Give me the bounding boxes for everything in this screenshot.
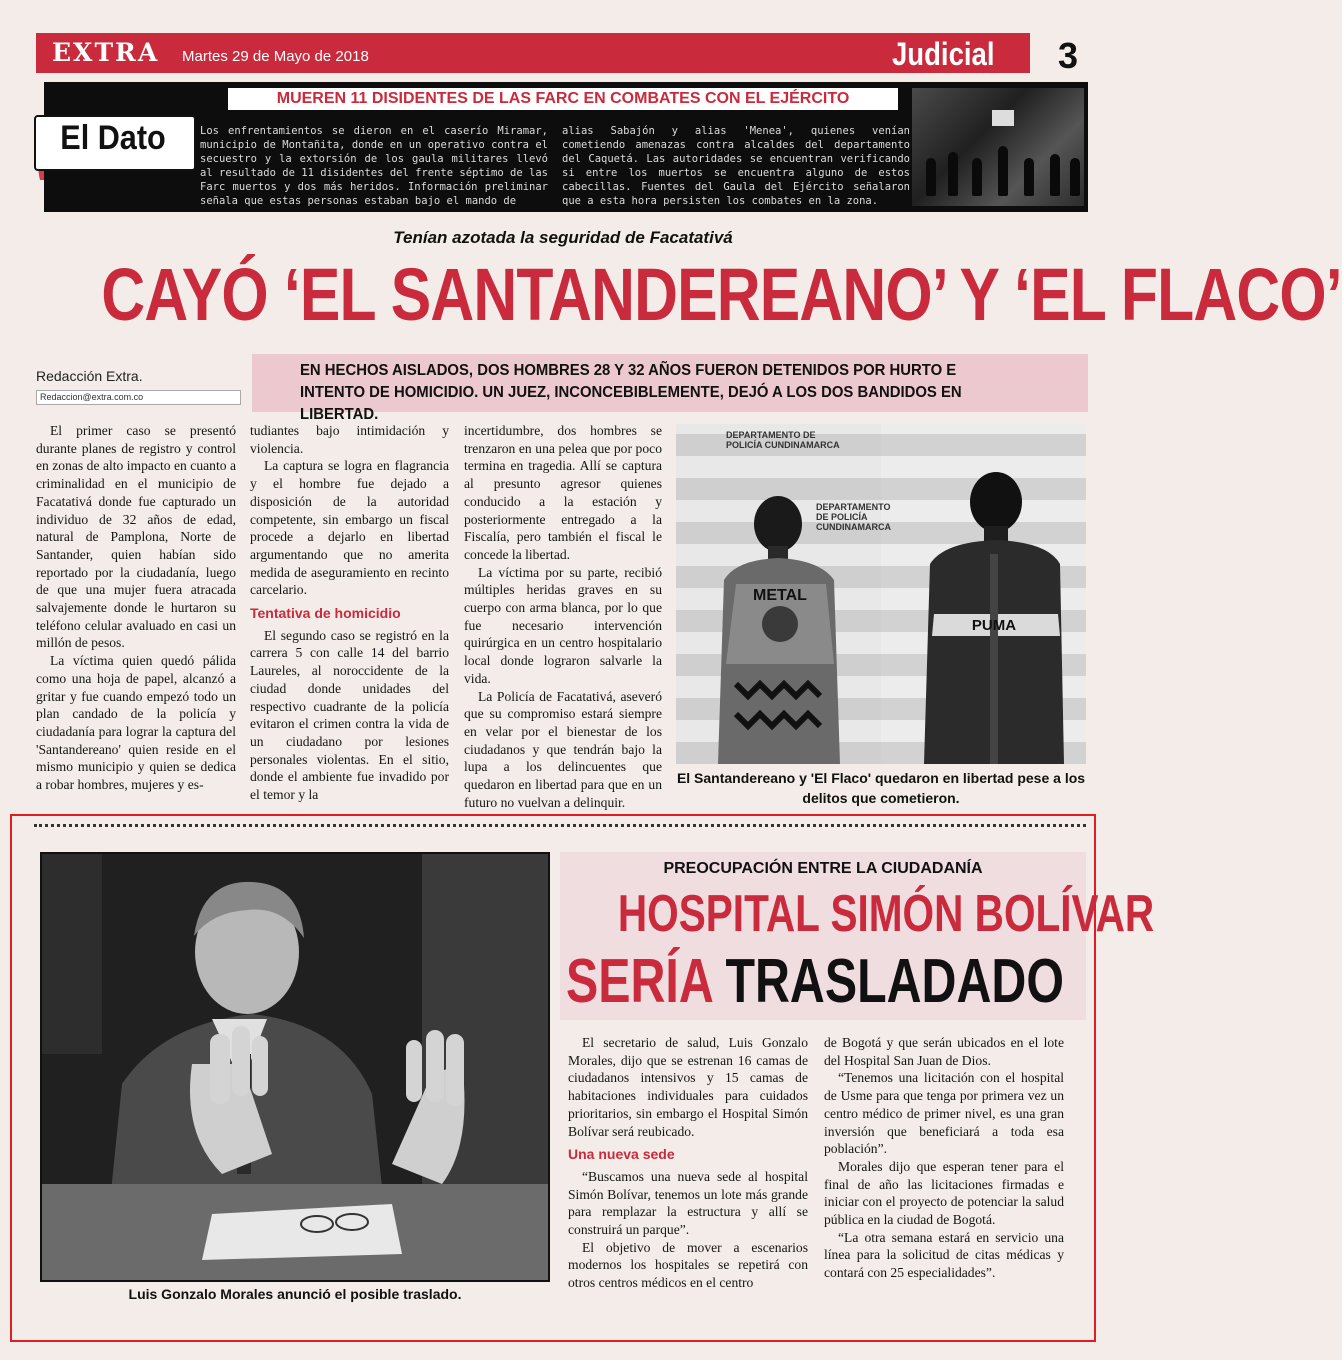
byline-email: Redaccion@extra.com.co [36,390,241,405]
paragraph: “Buscamos una nueva sede al hospital Simón Bolívar, tenemos un lote más grande para remplazar la estructura y allí se construirá un parque”. [568,1168,808,1238]
paragraph: La víctima por su parte, recibió múltiples heridas graves en su cuerpo con arma blanca, por lo que fue necesario intervención quirúrgica en un centro hospitalario local donde lograron salvarle la vida. [464,564,662,686]
morales-caption: Luis Gonzalo Morales anunció el posible traslado. [128,1286,462,1302]
photo-backdrop-text: DEPARTAMENTO DE POLICÍA CUNDINAMARCA [816,502,891,532]
subhead-nueva-sede: Una nueva sede [568,1146,675,1163]
el-dato-headline: MUEREN 11 DISIDENTES DE LAS FARC EN COMBATES CON EL EJÉRCITO [228,88,898,110]
newspaper-logo: EXTRA [52,38,160,67]
hospital-column-1 [568,1034,808,1292]
paragraph: El secretario de salud, Luis Gonzalo Morales, dijo que se estrenan 16 camas de ciudadanos intensivos y 15 camas de habitaciones individuales para cuidados prioritarios, sin embargo el Hospital Simón Bolívar será reubicado. [568,1035,808,1139]
hospital-headline-line1: HOSPITAL SIMÓN BOLÍVAR [617,885,1155,943]
paragraph: La captura se logra en flagrancia y el hombre fue dejado a disposición de la autoridad competente, sin embargo un fiscal procede a dejarlo en libertad argumentando que no amerita medida de aseguramiento en recinto carcelario. [250,458,449,598]
hospital-column-2 [824,1034,1064,1282]
main-headline: CAYÓ ‘EL SANTANDEREANO’ Y ‘EL FLACO’ [101,253,1342,336]
mugshot-photo [676,424,1086,764]
main-column-1 [36,422,236,794]
issue-date: Martes 29 de Mayo de 2018 [182,48,369,65]
jacket-text: PUMA [971,617,1017,634]
paragraph: La Policía de Facatativá, aseveró que su compromiso estará siempre en velar por el bienestar de los ciudadanos y que tendrán bajo la lupa a los delincuentes que quedaron en libertad para que en un futuro no vuelvan a delinquir. [464,688,662,810]
main-column-2 [250,422,449,804]
el-dato-column-2: alias Sabajón y alias 'Menea', quienes venían cometiendo amenazas contra alcaldes del departamento del Caquetá. Las autoridades se encuentran verificando si entre los muertos se encuentra alguno de estos cabecillas. Fuentes del Gaula del Ejército señalaron que a esta hora persisten los combates en la zona. [562,125,910,207]
paragraph: El primer caso se presentó durante planes de registro y control en zonas de alto impacto en cuanto a criminalidad en el municipio de Facatativá donde fue capturado un individuo de 32 años de edad, natural de Pamplona, Norte de Santander, quien habían sido reportado por la ciudadanía, luego de que una mujer fuera atracada salvajemente donde le hurtaron su teléfono celular avaluado en casi un millón de pesos. [36,423,236,651]
main-deck: EN HECHOS AISLADOS, DOS HOMBRES 28 Y 32 AÑOS FUERON DETENIDOS POR HURTO E INTENTO DE HOMICIDIO. UN JUEZ, INCONCEBIBLEMENTE, DEJÓ A LOS DOS BANDIDOS EN LIBERTAD. [300,362,962,423]
main-kicker: Tenían azotada la seguridad de Facatativá [393,228,733,247]
shirt-text: METAL [753,587,807,604]
main-column-3 [464,422,662,811]
hospital-kicker: PREOCUPACIÓN ENTRE LA CIUDADANÍA [663,860,983,877]
paragraph: “La otra semana estará en servicio una línea para la solicitud de citas médicas y contará con 25 especialidades”. [824,1229,1064,1281]
morales-photo-illustration [42,854,548,1280]
paragraph: de Bogotá y que serán ubicados en el lote del Hospital San Juan de Dios. [824,1035,1064,1068]
hospital-headline-line2 [566,946,1064,1017]
detainee-2-figure [924,464,1064,764]
el-dato-photo [912,88,1084,206]
detainee-1-figure [716,484,846,764]
paragraph: incertidumbre, dos hombres se trenzaron en una pelea que por poco termina en tragedia. Allí se captura al presunto agresor quienes conducido a la estación y posteriormente entregado a la Fiscalía, pero también el fiscal le concede la libertad. [464,423,662,562]
mugshot-caption: El Santandereano y 'El Flaco' quedaron en libertad pese a los delitos que cometieron. [676,770,1086,806]
el-dato-label: El Dato [60,119,166,157]
paragraph: El objetivo de mover a escenarios modernos los hospitales se repetirá con otros centros médicos en el centro [568,1239,808,1291]
section-title: Judicial [892,36,995,72]
headline-word-trasladado: TRASLADADO [725,947,1064,1016]
el-dato-column-1: Los enfrentamientos se dieron en el caserío Miramar, municipio de Montañita, donde en un operativo contra el secuestro y la extorsión de los gaula militares llevó al resultado de 11 disidentes del frente séptimo de las Farc muertos y dos más heridos. Información preliminar señala que estas personas estaban bajo el mando de [200,125,548,207]
byline: Redacción Extra. [36,368,143,384]
page-number: 3 [1058,35,1079,76]
paragraph: La víctima quien quedó pálida como una hoja de papel, alcanzó a gritar y fue cuando empezó todo un plan candado de la policía y ciudadanía para lograr la captura del 'Santandereano' quien reside en el mismo municipio y quien se dedica a robar hombres, mujeres y es- [36,653,236,793]
subhead-homicidio: Tentativa de homicidio [250,605,401,622]
headline-word-seria: SERÍA [566,947,713,1016]
photo-backdrop-text: DEPARTAMENTO DE POLICÍA CUNDINAMARCA [726,430,840,450]
paragraph: El segundo caso se registró en la carrera 5 con calle 14 del barrio Laureles, al noroccidente de la ciudad donde unidades del respectivo cuadrante de la policía evitaron el crimen contra la vida de un ciudadano por lesiones personales violentas. En el sitio, donde el ambiente fue invadido por el temor y la [250,627,449,803]
morales-photo [40,852,550,1282]
paragraph: tudiantes bajo intimidación y violencia. [250,423,449,456]
paragraph: “Tenemos una licitación con el hospital de Usme para que tenga por primera vez un centro médico de primer nivel, es una gran inversión que beneficiará a toda esa población”. [824,1070,1064,1157]
paragraph: Morales dijo que esperan tener para el final de año las licitaciones firmadas e iniciar con el proyecto de potenciar la salud pública en la ciudad de Bogotá. [824,1158,1064,1228]
